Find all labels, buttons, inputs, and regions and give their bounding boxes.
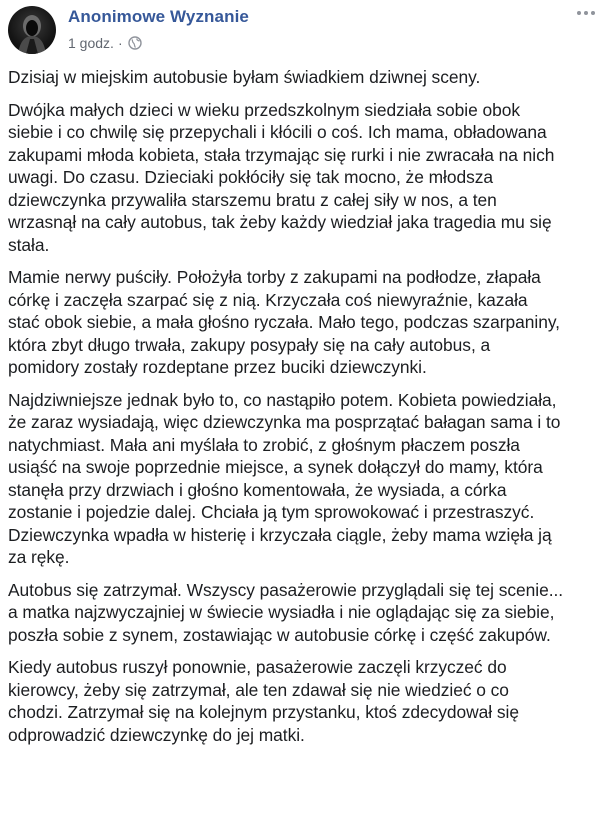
more-options-icon[interactable] <box>574 4 598 22</box>
post-paragraph: Mamie nerwy puściły. Położyła torby z zakupami na podłodze, złapała córkę i zaczęła szarpać się z nią. Krzyczała coś niewyraźnie, kazała stać obok siebie, a mała głośno ryczała. Mało tego, podczas szarpaniny, która zbyt długo trwała, zakupy posypały się na cały autobus, a pomidory zostały rozdeptane przez buciki dziewczynki. <box>8 267 560 377</box>
globe-icon[interactable] <box>128 36 142 50</box>
post-timestamp[interactable]: 1 godz. <box>68 35 114 51</box>
post-paragraph: Kiedy autobus ruszył ponownie, pasażerowie zaczęli krzyczeć do kierowcy, żeby się zatrzymał, ale ten zdawał się nie wiedzieć o co chodzi. Zatrzymał się na kolejnym przystanku, ktoś zdecydował się odprowadzić dziewczynkę do jej matki. <box>8 657 519 745</box>
post-paragraph: Najdziwniejsze jednak było to, co nastąpiło potem. Kobieta powiedziała, że zaraz wysiadają, więc dziewczynka ma posprzątać bałagan sama i to natychmiast. Mała ani myślała to zrobić, z głośnym płaczem poszła usiąść na swoje poprzednie miejsce, a synek dołączył do mamy, która stanęła przy drzwiach i głośno komentowała, że wysiada, a córka zostanie i pojedzie dalej. Chciała ją tym sprowokować i przestraszyć. Dziewczynka wpadła w histerię i krzyczała ciągle, żeby mama wzięła ją za rękę. <box>8 389 561 567</box>
meta-separator: · <box>117 35 123 51</box>
hooded-figure-icon <box>8 6 56 54</box>
post-paragraph: Autobus się zatrzymał. Wszyscy pasażerowie przyglądali się tej scenie... a matka najzwyczajniej w świecie wysiadła i nie oglądając się za siebie, poszła sobie z synem, zostawiając w autobusie córkę i część zakupów. <box>8 579 564 645</box>
post-body <box>8 66 596 756</box>
post-header <box>0 0 600 62</box>
post-meta <box>68 34 142 52</box>
avatar[interactable] <box>8 6 56 54</box>
author-name[interactable]: Anonimowe Wyznanie <box>68 7 249 26</box>
post-paragraph: Dzisiaj w miejskim autobusie byłam świadkiem dziwnej sceny. <box>8 67 481 87</box>
post-paragraph: Dwójka małych dzieci w wieku przedszkolnym siedziała sobie obok siebie i co chwilę się przepychali i kłócili o coś. Ich mama, obładowana zakupami młoda kobieta, stała trzymając się rurki i nie zwracała na nich uwagi. Do czasu. Dzieciaki pokłóciły się tak mocno, że młodsza dziewczynka przywaliła starszemu bratu z całej siły w nos, a ten wrzasnął na cały autobus, tak żeby każdy wiedział jaka tragedia mu się stała. <box>8 99 555 255</box>
